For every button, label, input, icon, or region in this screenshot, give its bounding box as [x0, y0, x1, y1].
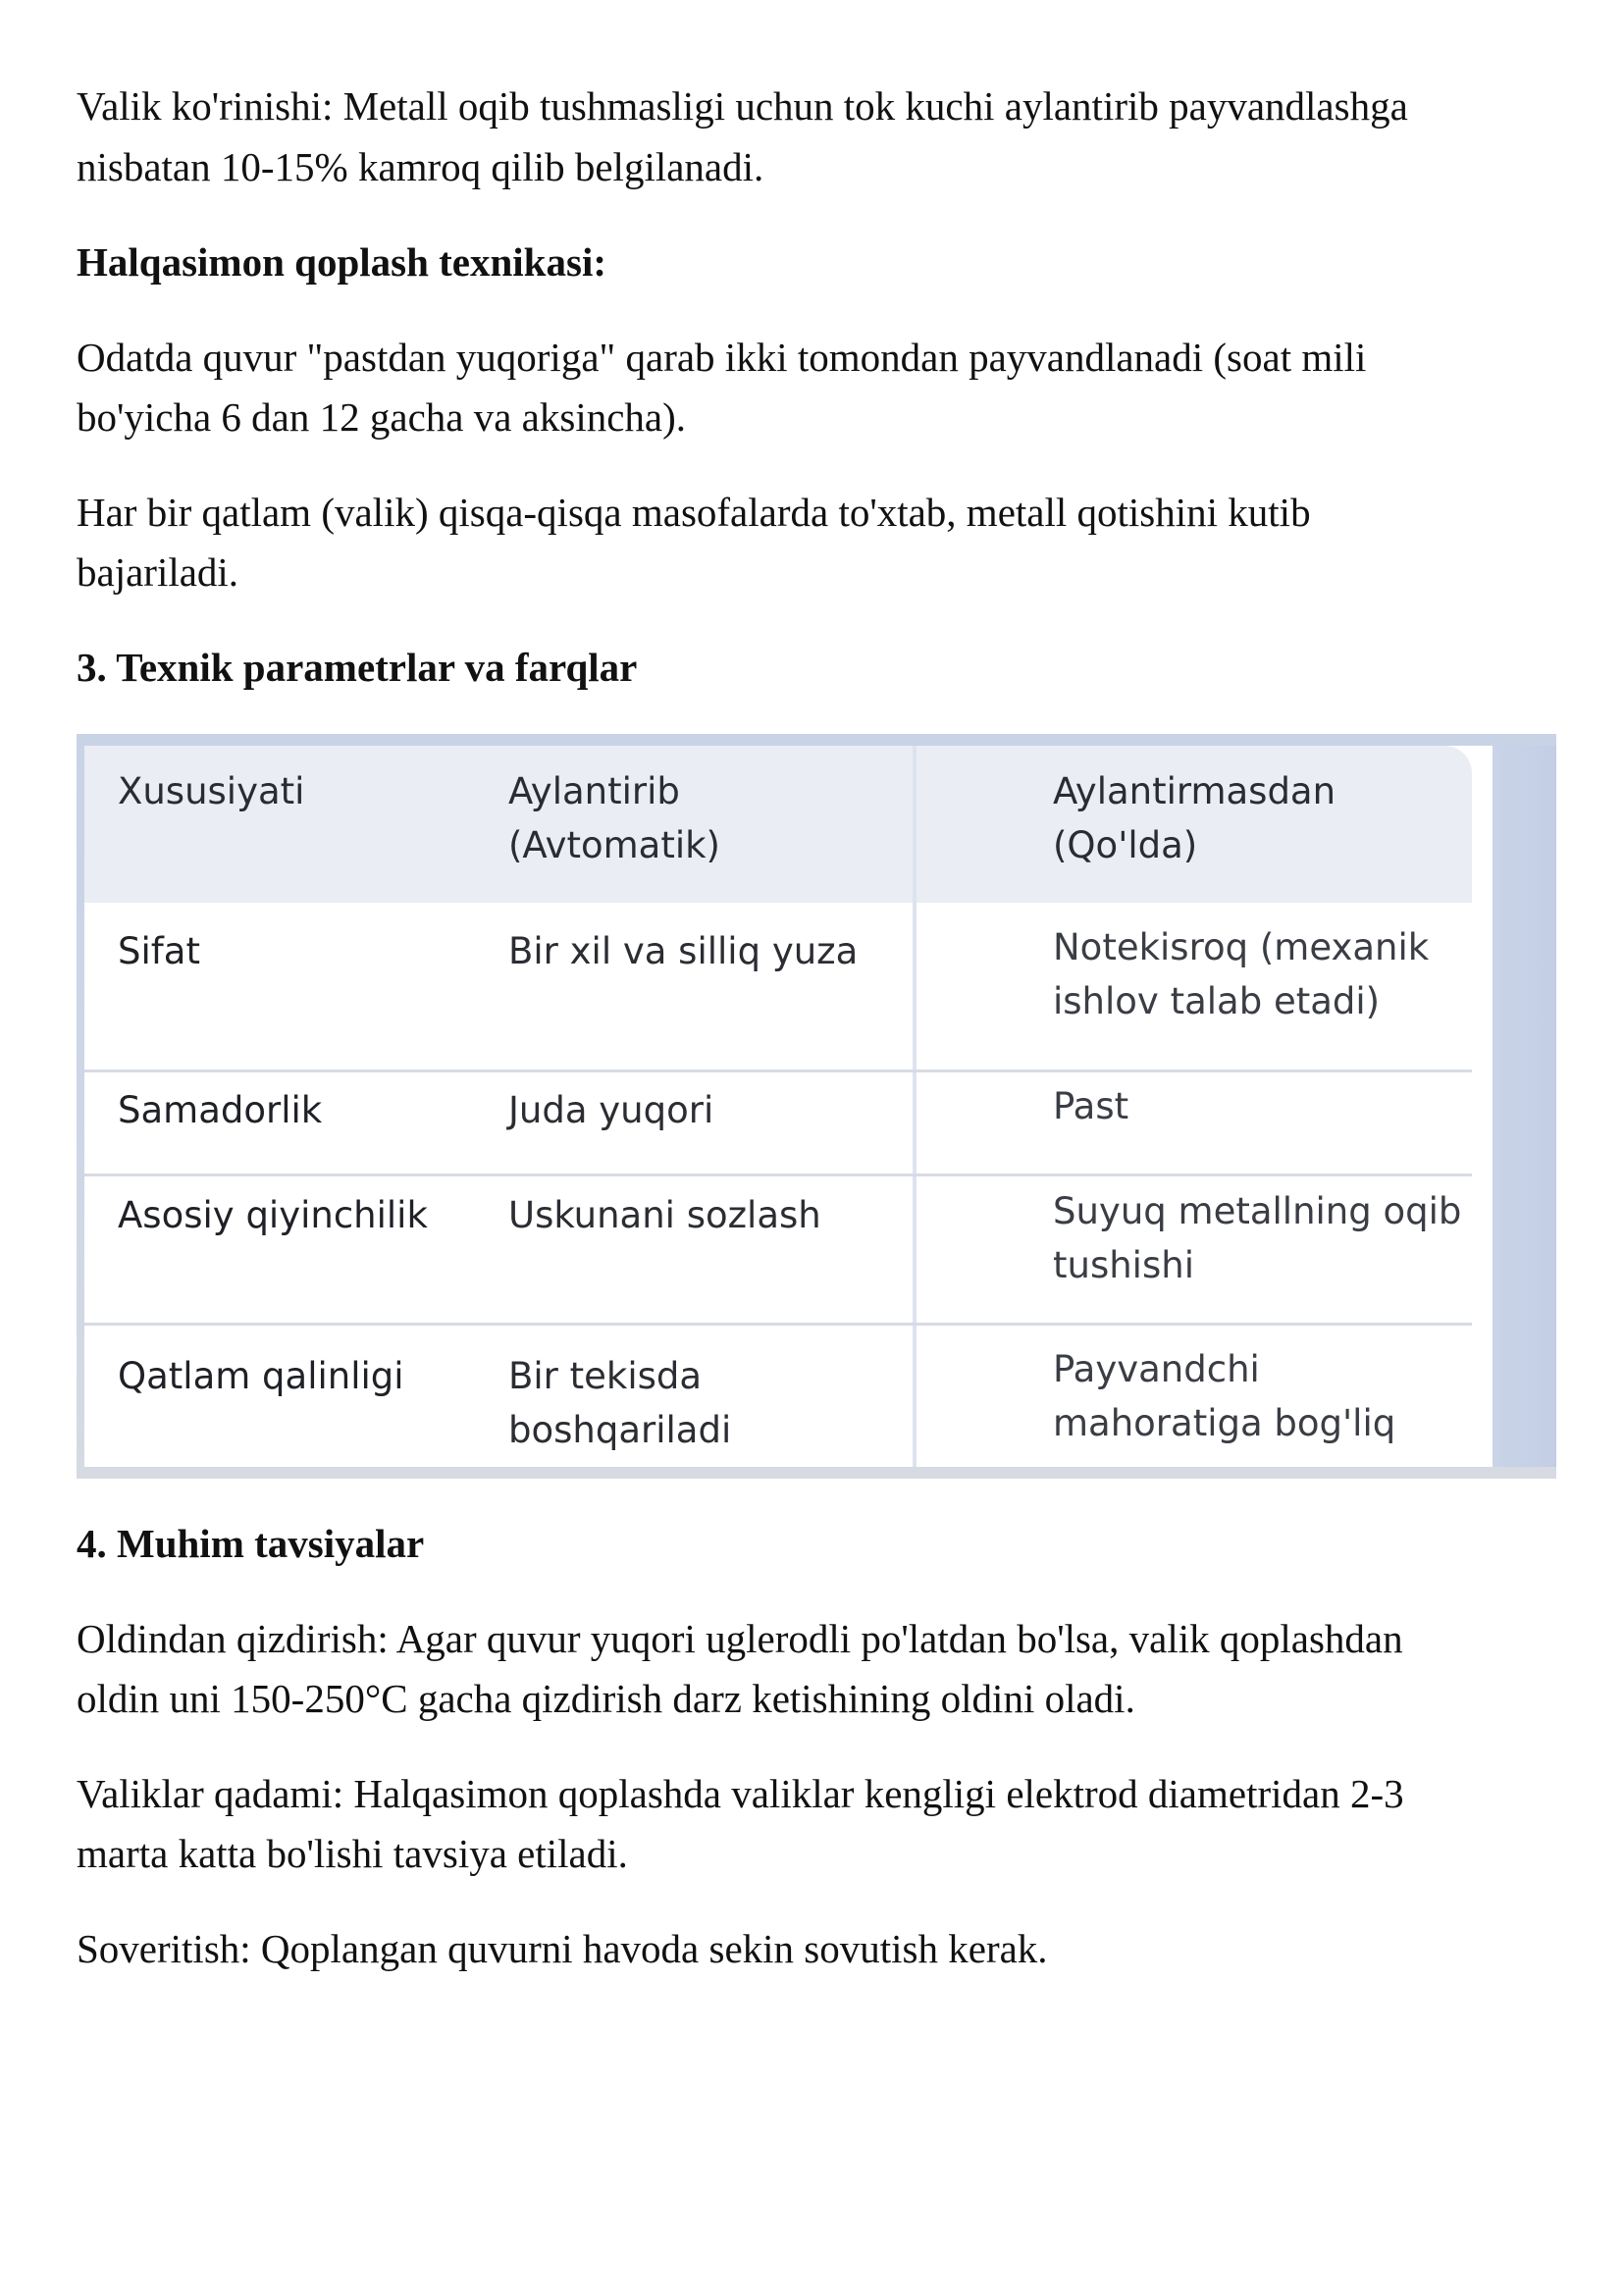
paragraph-cooling: Soveritish: Qoplangan quvurni havoda sekin sovutish kerak.	[77, 1926, 1048, 1971]
table-cell-rotating: Bir xil va silliq yuza	[508, 930, 859, 972]
parameters-table	[84, 746, 1493, 1467]
table-cell-rotating: Uskunani sozlash	[508, 1194, 821, 1236]
table-cell-feature: Qatlam qalinligi	[118, 1355, 404, 1397]
paragraph-preheating-line1: Oldindan qizdirish: Agar quvur yuqori uglerodli po'latdan bo'lsa, valik qoplashdan	[77, 1616, 1403, 1661]
paragraph-layer-line1: Har bir qatlam (valik) qisqa-qisqa masofalarda to'xtab, metall qotishini kutib	[77, 490, 1311, 535]
table-cell-rotating-line2: boshqariladi	[508, 1409, 732, 1451]
heading-section-3: 3. Texnik parametrlar va farqlar	[77, 645, 638, 690]
paragraph-pipe-direction-line1: Odatda quvur "pastdan yuqoriga" qarab ikki tomondan payvandlanadi (soat mili	[77, 335, 1367, 380]
heading-ring-technique: Halqasimon qoplash texnikasi:	[77, 239, 606, 285]
table-cell-manual-line2: ishlov talab etadi)	[1053, 980, 1381, 1022]
table-cell-manual-line2: mahoratiga bog'liq	[1053, 1402, 1396, 1444]
row-divider	[84, 1174, 1472, 1176]
table-cell-rotating-line1: Bir tekisda	[508, 1355, 703, 1397]
row-divider	[84, 1323, 1472, 1326]
paragraph-bead-pitch-line2: marta katta bo'lishi tavsiya etiladi.	[77, 1831, 628, 1876]
table-side-shade	[1493, 746, 1556, 1467]
table-cell-manual-line1: Suyuq metallning oqib	[1053, 1190, 1462, 1232]
table-header-manual-line1: Aylantirmasdan	[1053, 770, 1336, 812]
heading-section-4: 4. Muhim tavsiyalar	[77, 1521, 425, 1566]
parameters-table-image	[77, 734, 1556, 1479]
table-cell-manual: Past	[1053, 1085, 1129, 1127]
table-cell-manual-line2: tushishi	[1053, 1244, 1194, 1286]
table-cell-feature: Sifat	[118, 930, 200, 972]
row-divider	[84, 1069, 1472, 1072]
table-cell-rotating: Juda yuqori	[508, 1089, 714, 1131]
table-header-rotating-line2: (Avtomatik)	[508, 824, 720, 866]
paragraph-valik-korinishi-line2: nisbatan 10-15% kamroq qilib belgilanadi.	[77, 144, 764, 189]
table-header-rotating-line1: Aylantirib	[508, 770, 680, 812]
column-divider	[913, 746, 917, 1467]
table-cell-feature: Samadorlik	[118, 1089, 323, 1131]
table-header-manual-line2: (Qo'lda)	[1053, 824, 1198, 866]
table-cell-manual-line1: Payvandchi	[1053, 1348, 1260, 1390]
paragraph-layer-line2: bajariladi.	[77, 549, 239, 595]
paragraph-valik-korinishi-line1: Valik ko'rinishi: Metall oqib tushmasligi uchun tok kuchi aylantirib payvandlashga	[77, 83, 1408, 129]
table-cell-feature: Asosiy qiyinchilik	[118, 1194, 428, 1236]
paragraph-pipe-direction-line2: bo'yicha 6 dan 12 gacha va aksincha).	[77, 394, 687, 440]
paragraph-bead-pitch-line1: Valiklar qadami: Halqasimon qoplashda valiklar kengligi elektrod diametridan 2-3	[77, 1771, 1404, 1816]
table-cell-manual-line1: Notekisroq (mexanik	[1053, 926, 1430, 968]
table-header-feature: Xususiyati	[118, 770, 305, 812]
paragraph-preheating-line2: oldin uni 150-250°C gacha qizdirish darz ketishining oldini oladi.	[77, 1676, 1135, 1721]
